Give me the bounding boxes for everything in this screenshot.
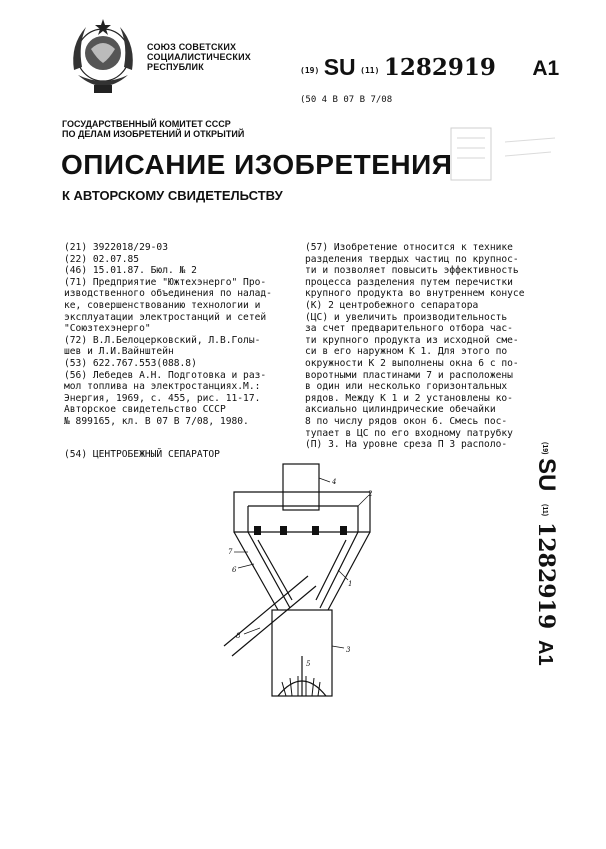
org-line: СОЮЗ СОВЕТСКИХ xyxy=(147,42,237,52)
abstract-line: ти крупного продукта из исходной сме- xyxy=(305,334,519,346)
code-11: (11) xyxy=(360,66,380,75)
patent-number: 1282919 xyxy=(383,54,496,81)
separator-drawing xyxy=(220,460,380,710)
abstract-line: ти и позволяет повысить эффективность xyxy=(305,265,519,277)
committee-line: ПО ДЕЛАМ ИЗОБРЕТЕНИЙ И ОТКРЫТИЙ xyxy=(62,129,245,139)
biblio-line: (56) Лебедев А.Н. Подготовка и раз- xyxy=(64,369,267,381)
abstract-line: (К) 2 центробежного сепаратора xyxy=(305,299,479,311)
window xyxy=(254,526,261,535)
biblio-line: (46) 15.01.87. Бюл. № 2 xyxy=(64,265,197,277)
org-line: РЕСПУБЛИК xyxy=(147,62,204,72)
document-subtitle: К АВТОРСКОМУ СВИДЕТЕЛЬСТВУ xyxy=(62,188,283,203)
patent-number-block xyxy=(300,54,559,81)
vertical-number: 1282919 xyxy=(533,522,559,630)
biblio-line: эксплуатации электростанций и сетей xyxy=(64,311,267,323)
biblio-line: (21) 3922018/29-03 xyxy=(64,242,168,253)
window xyxy=(340,526,347,535)
library-stamp xyxy=(445,122,565,192)
abstract-line: процесса разделения путем перечистки xyxy=(305,276,513,288)
abstract-line: за счет предварительного отбора час- xyxy=(305,323,513,335)
abstract-line: крупного продукта во внутреннем конусе xyxy=(305,288,525,300)
biblio-line: № 899165, кл. В 07 В 7/08, 1980. xyxy=(64,415,249,427)
document-title: ОПИСАНИЕ ИЗОБРЕТЕНИЯ xyxy=(61,149,453,180)
label-7: 7 xyxy=(228,548,233,556)
abstract-line: (57) Изобретение относится к технике xyxy=(305,242,513,253)
kind-code: A1 xyxy=(532,57,560,80)
outlet-pipe xyxy=(224,576,316,656)
top-pipe xyxy=(283,464,319,510)
vertical-country: SU xyxy=(533,458,560,492)
biblio-line: мол топлива на электростанциях.М.: xyxy=(64,381,261,393)
biblio-line: Энергия, 1969, с. 455, рис. 11-17. xyxy=(64,392,261,404)
biblio-line: (53) 622.767.553(088.8) xyxy=(64,357,197,369)
label-3: 3 xyxy=(346,646,351,654)
inner-cone xyxy=(248,506,358,608)
label-2: 2 xyxy=(368,490,373,498)
committee-name xyxy=(62,119,244,139)
inner-shell xyxy=(258,540,346,600)
biblio-line: (22) 02.07.85 xyxy=(64,253,140,265)
abstract-line: воротными пластинами 7 и расположены xyxy=(305,369,513,381)
abstract-line: тупает в ЦС по его входному патрубку xyxy=(305,427,513,439)
abstract-line: разделения твердых частиц по крупнос- xyxy=(305,253,519,265)
abstract-line: окружности К 2 выполнены окна 6 с по- xyxy=(305,357,519,369)
invention-title: (54) ЦЕНТРОБЕЖНЫЙ СЕПАРАТОР xyxy=(64,449,220,460)
biblio-line: (72) В.Л.Белоцерковский, Л.В.Голы- xyxy=(64,334,261,346)
abstract xyxy=(305,242,529,451)
organization-name xyxy=(147,42,251,72)
abstract-line: в один или несколько горизонтальных xyxy=(305,381,508,393)
biblio-line: ке, совершенствованию технологии и xyxy=(64,299,261,311)
label-6: 6 xyxy=(232,566,237,574)
window xyxy=(312,526,319,535)
biblio-line: шев и Л.И.Вайнштейн xyxy=(64,346,174,358)
abstract-line: 8 по числу рядов окон 6. Смесь пос- xyxy=(305,415,508,427)
biblio-line: изводственного объединения по налад- xyxy=(64,288,272,300)
bibliographic-data xyxy=(64,242,296,428)
org-line: СОЦИАЛИСТИЧЕСКИХ xyxy=(147,52,251,62)
label-4: 4 xyxy=(332,478,337,486)
label-8: 8 xyxy=(236,632,241,640)
label-1: 1 xyxy=(348,580,353,588)
vertical-kind: A1 xyxy=(534,640,556,666)
abstract-line: си в его наружном К 1. Для этого по xyxy=(305,346,508,358)
abstract-line: (П) 3. На уровне среза П 3 располо- xyxy=(305,439,508,451)
vertical-patent-number xyxy=(531,440,571,680)
abstract-line: аксиально цилиндрические обечайки xyxy=(305,404,496,416)
abstract-line: рядов. Между К 1 и 2 установлены ко- xyxy=(305,392,513,404)
label-5: 5 xyxy=(306,660,311,668)
ipc-classification: (50 4 В 07 В 7/08 xyxy=(300,95,393,105)
vertical-code-11: (11) xyxy=(541,504,548,517)
biblio-line: (71) Предприятие "Южтехэнерго" Про- xyxy=(64,276,267,288)
vertical-code-19: (19) xyxy=(541,442,548,455)
biblio-line: "Союзтехэнерго" xyxy=(64,323,151,335)
country-code: SU xyxy=(323,54,356,80)
abstract-line: (ЦС) и увеличить производительность xyxy=(305,311,508,323)
committee-line: ГОСУДАРСТВЕННЫЙ КОМИТЕТ СССР xyxy=(62,119,231,129)
window xyxy=(280,526,287,535)
biblio-line: Авторское свидетельство СССР xyxy=(64,404,226,416)
code-19: (19) xyxy=(300,66,320,75)
ussr-emblem xyxy=(64,15,142,101)
